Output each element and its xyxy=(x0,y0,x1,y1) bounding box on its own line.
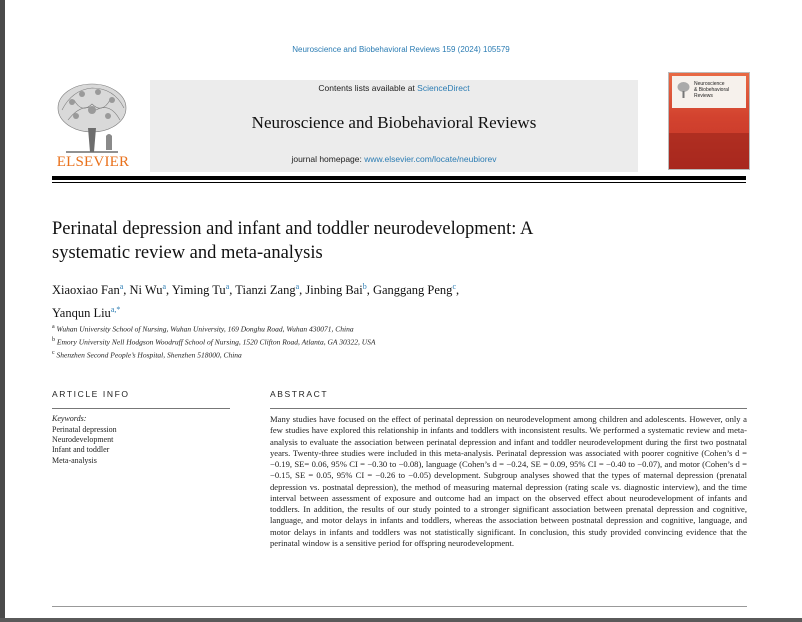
cover-tree-icon xyxy=(676,80,691,100)
keyword-item: Neurodevelopment xyxy=(52,435,114,445)
contents-prefix: Contents lists available at xyxy=(318,83,418,93)
affiliations xyxy=(52,322,652,361)
keyword-list xyxy=(52,425,222,466)
abstract-rule xyxy=(270,408,747,409)
sciencedirect-link[interactable]: ScienceDirect xyxy=(417,83,470,93)
author-name[interactable]: Tianzi Zang xyxy=(235,283,296,298)
viewer-frame-left xyxy=(0,0,5,622)
author-name[interactable]: Ni Wu xyxy=(129,283,163,298)
author-name[interactable]: Yiming Tu xyxy=(171,283,226,298)
author-name[interactable]: Xiaoxiao Fan xyxy=(52,283,120,298)
journal-homepage-line xyxy=(150,154,638,164)
article-info-rule xyxy=(52,408,230,409)
author-affil-sup[interactable]: a xyxy=(119,282,124,291)
cover-title-box xyxy=(672,76,746,108)
author-affil-sup[interactable]: a xyxy=(295,282,300,291)
author-name[interactable]: Jinbing Bai xyxy=(305,283,363,298)
author-list: Xiaoxiao Fan$^a$, Ni Wu$^a$, Yiming Tu$^a$, Tianzi Zang$^a$, Jinbing Bai$^b$, Ganggang Peng$^c$, Yanqun Liu$^{a,*}$ xyxy=(52,282,460,321)
affiliation-line xyxy=(52,348,652,361)
journal-header-band xyxy=(150,80,638,172)
keyword-item: Perinatal depression xyxy=(52,425,117,434)
abstract-heading: ABSTRACT xyxy=(270,389,329,399)
journal-title: Neuroscience and Biobehavioral Reviews xyxy=(251,113,537,132)
viewer-frame-bottom xyxy=(0,618,802,622)
keyword-item: Infant and toddler xyxy=(52,445,110,455)
affiliation-sup: a xyxy=(52,324,55,330)
article-info-heading: ARTICLE INFO xyxy=(52,389,130,399)
affiliation-text: Wuhan University School of Nursing, Wuhan University, 169 Donghu Road, Wuhan 430071, China xyxy=(56,324,354,334)
affiliation-text: Shenzhen Second People’s Hospital, Shenzhen 518000, China xyxy=(56,350,242,360)
author-affil-sup[interactable]: a xyxy=(162,282,167,291)
author-affil-sup[interactable]: b xyxy=(362,282,367,291)
contents-available-line xyxy=(150,83,638,93)
homepage-prefix: journal homepage: xyxy=(291,154,365,164)
keyword-item: Meta-analysis xyxy=(52,455,97,465)
author-affil-sup[interactable]: a,* xyxy=(110,305,121,315)
cover-title xyxy=(694,81,746,99)
cover-title-line: Neuroscience xyxy=(694,81,725,87)
affiliation-sup: b xyxy=(52,337,55,343)
header-rule-thick xyxy=(52,176,746,180)
abstract-text: Many studies have focused on the effect of perinatal depression on neurodevelopment among children and adolescents. However, only a few studies have explored this relationship in infants and toddlers with inconsistent results. We performed a systematic review and meta-analysis to evaluate the association between perinatal depression and infant and toddler neurodevelopment during the first two postnatal years. Twenty-three studies were included in this meta-analysis. Perinatal depression was associated with poorer cognitive (Cohen’s d = −0.19, SE= 0.06, 95% CI = −0.30 to −0.08), language (Cohen’s d = −0.24, SE = 0.09, 95% CI = −0.40 to −0.07), and motor (Cohen’s d = −0.15, SE = 0.05, 95% CI = −0.26 to −0.05) development. Subgroup analyses showed that the types of maternal depression (prenatal depression vs. postnatal depression), the method of measuring maternal depression (rating scale vs. diagnostic interview), and the time interval between assessment of exposure and outcome had an impact on the observed effect about neurodevelopment of infants and toddlers. In addition, the results of our study pointed to a stronger significant association between prenatal depression and cognitive, language, and motor delays in infants and toddlers, whereas the association between postnatal depression and cognitive, language, and motor delays in infants and toddlers was not statistically significant. In conclusion, this study provided convincing evidence that the perinatal window is a sensitive period for offspring neurodevelopment. xyxy=(270,414,747,548)
elsevier-wordmark: ELSEVIER xyxy=(56,154,130,170)
cover-title-line: Reviews xyxy=(694,93,713,99)
affiliation-line xyxy=(52,322,652,335)
journal-homepage-link[interactable]: www.elsevier.com/locate/neubiorev xyxy=(364,154,497,164)
affiliation-line xyxy=(52,335,652,348)
article-title xyxy=(52,217,672,265)
cover-title-line: & Biobehavioral xyxy=(694,87,730,93)
author-name[interactable]: Yanqun Liu xyxy=(52,306,111,321)
author-name[interactable]: Ganggang Peng xyxy=(372,283,453,298)
bottom-rule xyxy=(52,606,747,607)
affiliation-text: Emory University Nell Hodgson Woodruff School of Nursing, 1520 Clifton Road, Atlanta, GA 30322, USA xyxy=(56,337,376,347)
journal-cover-image xyxy=(668,72,750,170)
article-title-line: Perinatal depression and infant and toddler neurodevelopment: A xyxy=(52,219,534,239)
cover-band xyxy=(669,133,749,169)
header-rule-thin xyxy=(52,182,746,183)
affiliation-sup: c xyxy=(52,350,55,356)
journal-citation-link[interactable]: Neuroscience and Biobehavioral Reviews 159 (2024) 105579 xyxy=(292,45,510,54)
author-affil-sup[interactable]: c xyxy=(452,282,456,291)
article-title-line: systematic review and meta-analysis xyxy=(52,243,323,263)
keywords-label: Keywords: xyxy=(52,414,87,423)
author-affil-sup[interactable]: a xyxy=(225,282,230,291)
